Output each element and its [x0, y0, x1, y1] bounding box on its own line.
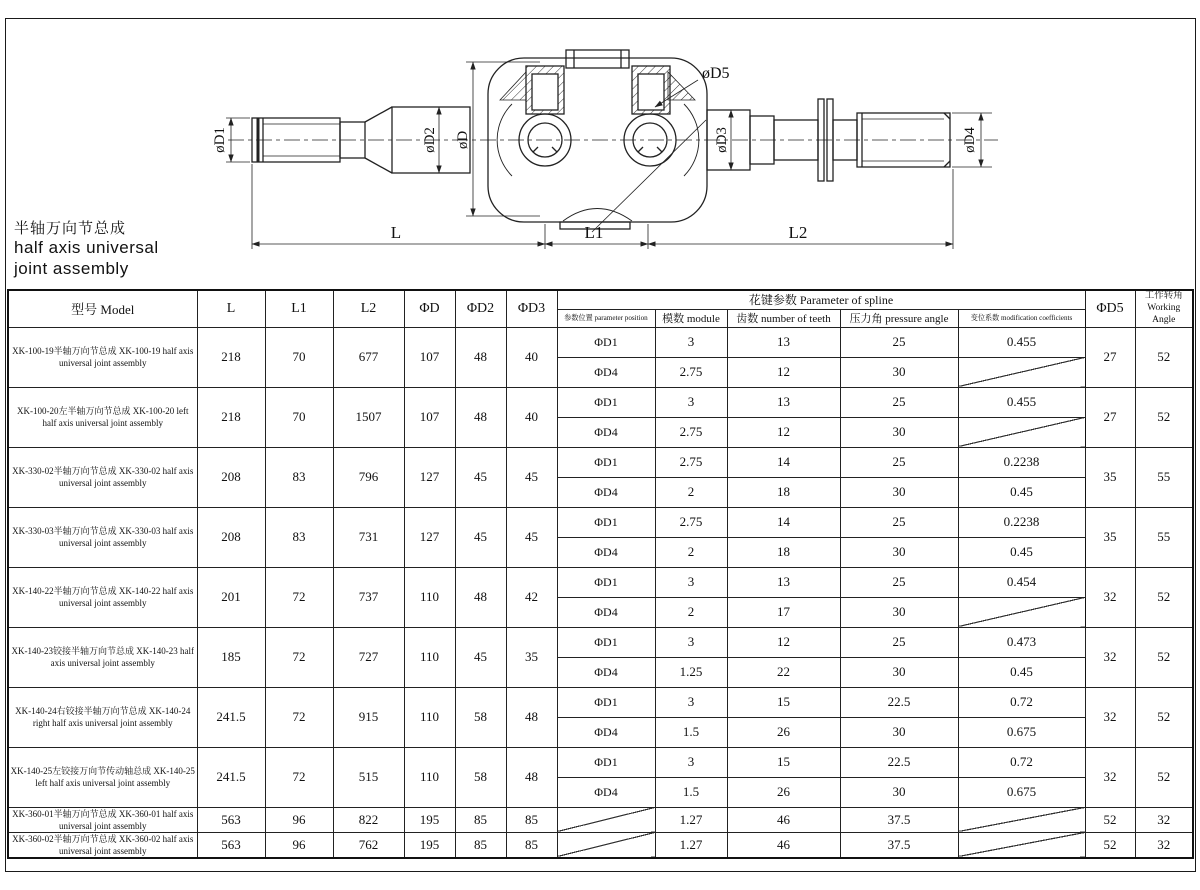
value-working-angle: 52: [1135, 327, 1193, 387]
model-name: XK-330-03半轴万向节总成 XK-330-03 half axis universal joint assembly: [8, 507, 197, 567]
value-working-angle: 32: [1135, 807, 1193, 832]
value-D5: 32: [1085, 747, 1135, 807]
value-L1: 72: [265, 627, 333, 687]
value-L: 208: [197, 447, 265, 507]
col-header-D2: ΦD2: [455, 290, 506, 327]
spline-module: 2: [655, 477, 727, 507]
spline-pressure-angle: 30: [840, 357, 958, 387]
spline-module: 3: [655, 627, 727, 657]
model-name: XK-140-22半轴万向节总成 XK-140-22 half axis universal joint assembly: [8, 567, 197, 627]
value-D3: 40: [506, 327, 557, 387]
value-L1: 70: [265, 327, 333, 387]
spline-module: 1.5: [655, 717, 727, 747]
col-header-model: 型号 Model: [8, 290, 197, 327]
value-L2: 515: [333, 747, 404, 807]
spline-module: 1.27: [655, 832, 727, 858]
model-name: XK-360-01半轴万向节总成 XK-360-01 half axis universal joint assembly: [8, 807, 197, 832]
value-L1: 70: [265, 387, 333, 447]
value-L2: 796: [333, 447, 404, 507]
spline-module: 1.5: [655, 777, 727, 807]
label-L2: L2: [788, 223, 808, 242]
spline-pressure-angle: 30: [840, 777, 958, 807]
col-header-L: L: [197, 290, 265, 327]
spline-pressure-angle: 30: [840, 417, 958, 447]
value-D3: 85: [506, 807, 557, 832]
value-working-angle: 52: [1135, 567, 1193, 627]
spline-position: ΦD4: [557, 477, 655, 507]
spline-module: 3: [655, 387, 727, 417]
value-D: 110: [404, 567, 455, 627]
spline-position: ΦD4: [557, 717, 655, 747]
value-D: 110: [404, 687, 455, 747]
value-D: 195: [404, 807, 455, 832]
value-L: 563: [197, 807, 265, 832]
spline-pressure-angle: 25: [840, 327, 958, 357]
header-row-1: [8, 290, 1193, 309]
value-D5: 52: [1085, 807, 1135, 832]
spline-position: ΦD1: [557, 507, 655, 537]
value-working-angle: 52: [1135, 627, 1193, 687]
spline-modification-coefficient: 0.454: [958, 567, 1085, 597]
spline-teeth: 46: [727, 807, 840, 832]
spline-module: 2: [655, 537, 727, 567]
spline-modification-coefficient: 0.2238: [958, 447, 1085, 477]
spline-teeth: 22: [727, 657, 840, 687]
value-L: 241.5: [197, 747, 265, 807]
spline-pressure-angle: 25: [840, 387, 958, 417]
spline-pressure-angle: 25: [840, 567, 958, 597]
spline-position: ΦD1: [557, 687, 655, 717]
spline-module: 2: [655, 597, 727, 627]
spline-teeth: 15: [727, 747, 840, 777]
spline-teeth: 13: [727, 387, 840, 417]
spline-position: ΦD1: [557, 567, 655, 597]
table-row: [8, 327, 1193, 357]
value-D5: 32: [1085, 687, 1135, 747]
spline-pressure-angle: 37.5: [840, 807, 958, 832]
value-D3: 48: [506, 747, 557, 807]
value-working-angle: 32: [1135, 832, 1193, 858]
value-L1: 72: [265, 567, 333, 627]
value-D2: 85: [455, 807, 506, 832]
spline-teeth: 46: [727, 832, 840, 858]
value-working-angle: 52: [1135, 747, 1193, 807]
value-L: 241.5: [197, 687, 265, 747]
value-D: 195: [404, 832, 455, 858]
value-L1: 96: [265, 832, 333, 858]
value-L1: 72: [265, 687, 333, 747]
table-row: [8, 832, 1193, 858]
spline-modification-coefficient: [958, 417, 1085, 447]
spline-position: ΦD4: [557, 417, 655, 447]
value-L1: 96: [265, 807, 333, 832]
spline-teeth: 12: [727, 627, 840, 657]
value-D3: 48: [506, 687, 557, 747]
model-name: XK-100-20左半轴万向节总成 XK-100-20 left half axis universal joint assembly: [8, 387, 197, 447]
spline-teeth: 12: [727, 417, 840, 447]
label-d1: øD1: [212, 127, 228, 153]
value-D2: 58: [455, 747, 506, 807]
value-L: 218: [197, 387, 265, 447]
spline-modification-coefficient: 0.2238: [958, 507, 1085, 537]
value-L: 218: [197, 327, 265, 387]
spline-pressure-angle: 30: [840, 597, 958, 627]
bearing-cup-left: [526, 66, 564, 114]
model-name: XK-100-19半轴万向节总成 XK-100-19 half axis universal joint assembly: [8, 327, 197, 387]
model-name: XK-330-02半轴万向节总成 XK-330-02 half axis universal joint assembly: [8, 447, 197, 507]
value-D2: 58: [455, 687, 506, 747]
spline-position: ΦD1: [557, 447, 655, 477]
value-working-angle: 52: [1135, 387, 1193, 447]
value-D2: 48: [455, 567, 506, 627]
spline-module: 1.25: [655, 657, 727, 687]
label-L: L: [390, 223, 402, 242]
spline-position: ΦD1: [557, 627, 655, 657]
col-header-D3: ΦD3: [506, 290, 557, 327]
title-block: [14, 220, 244, 280]
spline-teeth: 14: [727, 507, 840, 537]
joint-housing: [488, 50, 707, 232]
value-D5: 32: [1085, 627, 1135, 687]
spec-table-body: [8, 327, 1193, 858]
spline-pressure-angle: 37.5: [840, 832, 958, 858]
spline-teeth: 18: [727, 537, 840, 567]
spline-pressure-angle: 30: [840, 477, 958, 507]
value-D: 107: [404, 387, 455, 447]
spline-modification-coefficient: 0.473: [958, 627, 1085, 657]
spline-modification-coefficient: 0.45: [958, 477, 1085, 507]
model-name: XK-140-23铰接半轴万向节总成 XK-140-23 half axis universal joint assembly: [8, 627, 197, 687]
label-d4: øD4: [962, 127, 978, 153]
spline-pressure-angle: 25: [840, 447, 958, 477]
table-row: [8, 807, 1193, 832]
col-header-position: 参数位置 parameter position: [559, 310, 652, 327]
spline-modification-coefficient: 0.72: [958, 747, 1085, 777]
value-D2: 85: [455, 832, 506, 858]
spline-modification-coefficient: 0.45: [958, 537, 1085, 567]
value-L2: 762: [333, 832, 404, 858]
spline-module: 3: [655, 567, 727, 597]
spline-position: ΦD1: [557, 327, 655, 357]
col-header-module: 模数 module: [655, 309, 727, 327]
spline-modification-coefficient: [958, 832, 1085, 858]
title-chinese: 半轴万向节总成: [14, 221, 127, 237]
col-header-L2: L2: [333, 290, 404, 327]
value-D2: 48: [455, 387, 506, 447]
table-row: [8, 747, 1193, 777]
value-D5: 32: [1085, 567, 1135, 627]
value-L: 185: [197, 627, 265, 687]
table-row: [8, 507, 1193, 537]
value-D3: 45: [506, 507, 557, 567]
col-header-D: ΦD: [404, 290, 455, 327]
spline-pressure-angle: 30: [840, 537, 958, 567]
value-D5: 27: [1085, 387, 1135, 447]
spline-modification-coefficient: [958, 597, 1085, 627]
value-D2: 45: [455, 627, 506, 687]
spline-module: 2.75: [655, 447, 727, 477]
value-L1: 83: [265, 507, 333, 567]
col-header-L1: L1: [265, 290, 333, 327]
spline-position: [557, 807, 655, 832]
spline-position: ΦD1: [557, 387, 655, 417]
value-D3: 40: [506, 387, 557, 447]
table-row: [8, 447, 1193, 477]
table-row: [8, 567, 1193, 597]
title-english-line2: joint assembly: [14, 259, 129, 279]
spline-modification-coefficient: 0.455: [958, 387, 1085, 417]
spline-modification-coefficient: 0.45: [958, 657, 1085, 687]
spline-position: ΦD4: [557, 597, 655, 627]
value-D: 107: [404, 327, 455, 387]
value-L: 208: [197, 507, 265, 567]
model-name: XK-140-24右铰接半轴万向节总成 XK-140-24 right half axis universal joint assembly: [8, 687, 197, 747]
spline-module: 3: [655, 747, 727, 777]
spline-teeth: 14: [727, 447, 840, 477]
spline-position: ΦD4: [557, 657, 655, 687]
table-row: [8, 687, 1193, 717]
value-L2: 822: [333, 807, 404, 832]
value-L2: 727: [333, 627, 404, 687]
label-L1: L1: [584, 223, 604, 242]
spline-module: 2.75: [655, 417, 727, 447]
value-L2: 915: [333, 687, 404, 747]
spline-module: 2.75: [655, 507, 727, 537]
col-header-teeth: 齿数 number of teeth: [727, 309, 840, 327]
table-row: [8, 627, 1193, 657]
value-D5: 27: [1085, 327, 1135, 387]
model-name: XK-360-02半轴万向节总成 XK-360-02 half axis universal joint assembly: [8, 832, 197, 858]
value-L2: 731: [333, 507, 404, 567]
spline-teeth: 18: [727, 477, 840, 507]
value-D2: 45: [455, 507, 506, 567]
value-L2: 737: [333, 567, 404, 627]
value-L2: 677: [333, 327, 404, 387]
value-D3: 35: [506, 627, 557, 687]
value-D: 110: [404, 627, 455, 687]
label-d5: øD5: [702, 65, 730, 82]
spline-position: [557, 832, 655, 858]
spline-teeth: 12: [727, 357, 840, 387]
spline-module: 2.75: [655, 357, 727, 387]
spline-modification-coefficient: 0.72: [958, 687, 1085, 717]
model-name: XK-140-25左铰接万向节传动轴总成 XK-140-25 left half axis universal joint assembly: [8, 747, 197, 807]
spline-teeth: 15: [727, 687, 840, 717]
value-D3: 42: [506, 567, 557, 627]
value-working-angle: 55: [1135, 447, 1193, 507]
spec-table: [7, 289, 1194, 859]
spline-teeth: 17: [727, 597, 840, 627]
value-L1: 83: [265, 447, 333, 507]
working-angle-en: Working Angle: [1147, 302, 1181, 325]
col-header-pressure-angle: 压力角 pressure angle: [840, 309, 958, 327]
value-L: 563: [197, 832, 265, 858]
value-D2: 45: [455, 447, 506, 507]
value-D5: 52: [1085, 832, 1135, 858]
spline-pressure-angle: 22.5: [840, 747, 958, 777]
working-angle-cn: 工作转角: [1144, 291, 1183, 301]
table-row: [8, 387, 1193, 417]
spline-position: ΦD1: [557, 747, 655, 777]
spline-position: ΦD4: [557, 777, 655, 807]
value-D: 127: [404, 447, 455, 507]
spline-teeth: 13: [727, 567, 840, 597]
spline-pressure-angle: 25: [840, 507, 958, 537]
value-L: 201: [197, 567, 265, 627]
spline-module: 3: [655, 687, 727, 717]
label-d2: øD2: [422, 127, 438, 153]
value-D3: 45: [506, 447, 557, 507]
spline-teeth: 13: [727, 327, 840, 357]
spline-teeth: 26: [727, 777, 840, 807]
spline-pressure-angle: 30: [840, 717, 958, 747]
spline-pressure-angle: 30: [840, 657, 958, 687]
value-D: 127: [404, 507, 455, 567]
spline-module: 1.27: [655, 807, 727, 832]
spline-module: 3: [655, 327, 727, 357]
col-header-modification: 变位系数 modification coefficients: [961, 310, 1082, 327]
value-D5: 35: [1085, 447, 1135, 507]
spline-position: ΦD4: [557, 537, 655, 567]
spline-teeth: 26: [727, 717, 840, 747]
spline-pressure-angle: 22.5: [840, 687, 958, 717]
top-cap: [566, 50, 629, 68]
bearing-cup-right: [632, 66, 670, 114]
value-L2: 1507: [333, 387, 404, 447]
value-working-angle: 55: [1135, 507, 1193, 567]
value-working-angle: 52: [1135, 687, 1193, 747]
spline-modification-coefficient: 0.675: [958, 717, 1085, 747]
label-d3: øD3: [714, 127, 730, 153]
col-header-D5: ΦD5: [1085, 290, 1135, 327]
value-D3: 85: [506, 832, 557, 858]
spline-position: ΦD4: [557, 357, 655, 387]
spline-modification-coefficient: 0.675: [958, 777, 1085, 807]
label-d: øD: [455, 130, 471, 150]
spline-modification-coefficient: [958, 807, 1085, 832]
spline-modification-coefficient: [958, 357, 1085, 387]
spline-modification-coefficient: 0.455: [958, 327, 1085, 357]
col-header-working-angle: [1135, 290, 1193, 327]
value-L1: 72: [265, 747, 333, 807]
title-english-line1: half axis universal: [14, 238, 159, 258]
value-D2: 48: [455, 327, 506, 387]
value-D5: 35: [1085, 507, 1135, 567]
col-header-spline-group: 花键参数 Parameter of spline: [557, 290, 1085, 309]
value-D: 110: [404, 747, 455, 807]
spline-pressure-angle: 25: [840, 627, 958, 657]
